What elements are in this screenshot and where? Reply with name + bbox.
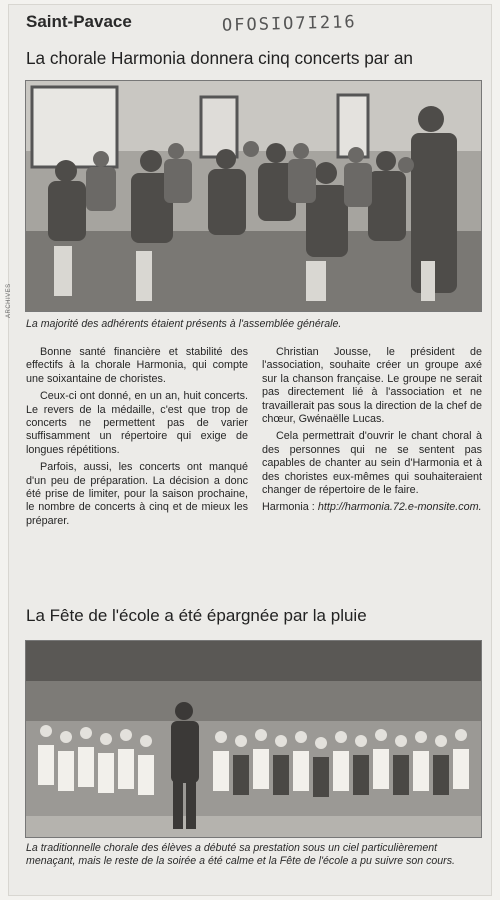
handwritten-code: OFOSIO7I216 — [221, 12, 357, 36]
school-fete-photo-image — [26, 641, 482, 838]
archives-side-note: ARCHIVES — [6, 283, 12, 318]
article2-title: La Fête de l'école a été épargnée par la pluie — [26, 606, 367, 625]
article1-right-column — [262, 346, 482, 519]
article1-left-column — [26, 346, 248, 532]
harmonia-website-link[interactable]: http://harmonia.72.e-monsite.com. — [317, 501, 482, 514]
article1-title: La chorale Harmonia donnera cinq concerts par an — [26, 48, 413, 68]
harmonia-link-line — [262, 501, 482, 514]
paragraph: Christian Jousse, le président de l'association, souhaite créer un groupe axé sur la chanson française. Le groupe ne serait pas directement lié à l'association et ne travaillerait pas sous la direction de la chef de chœur, Gwénaëlle Lucas. — [262, 346, 482, 426]
school-fete-photo — [25, 640, 482, 838]
link-label: Harmonia : — [262, 501, 318, 514]
paragraph: Cela permettrait d'ouvrir le chant choral à des personnes qui ne se sentent pas capables de chanter au sein d'Harmonia et à des choristes eux-mêmes qui souhaiteraient changer de répertoire de le faire. — [262, 430, 482, 497]
assembly-photo — [25, 80, 482, 312]
school-fete-photo-caption: La traditionnelle chorale des élèves a débuté sa prestation sous un ciel particulièrement menaçant, mais le reste de la soirée a été calme et la Fête de l'école a pu suivre son cours. — [26, 842, 455, 867]
assembly-photo-caption: La majorité des adhérents étaient présents à l'assemblée générale. — [26, 318, 342, 330]
paragraph: Bonne santé financière et stabilité des effectifs à la chorale Harmonia, qui compte une soixantaine de choristes. — [26, 346, 248, 385]
assembly-photo-image — [26, 81, 482, 312]
paragraph: Ceux-ci ont donné, en un an, huit concerts. Le revers de la médaille, c'est que trop de concerts ne permettent pas de varier suffisamment un répertoire qui exige de longues répétitions. — [26, 390, 248, 456]
section-label: Saint-Pavace — [26, 12, 132, 31]
paragraph: Parfois, aussi, les concerts ont manqué d'un peu de préparation. La décision a donc été prise de limiter, pour la saison prochaine, le nombre de concerts à cinq et de mieux les préparer. — [26, 461, 248, 527]
